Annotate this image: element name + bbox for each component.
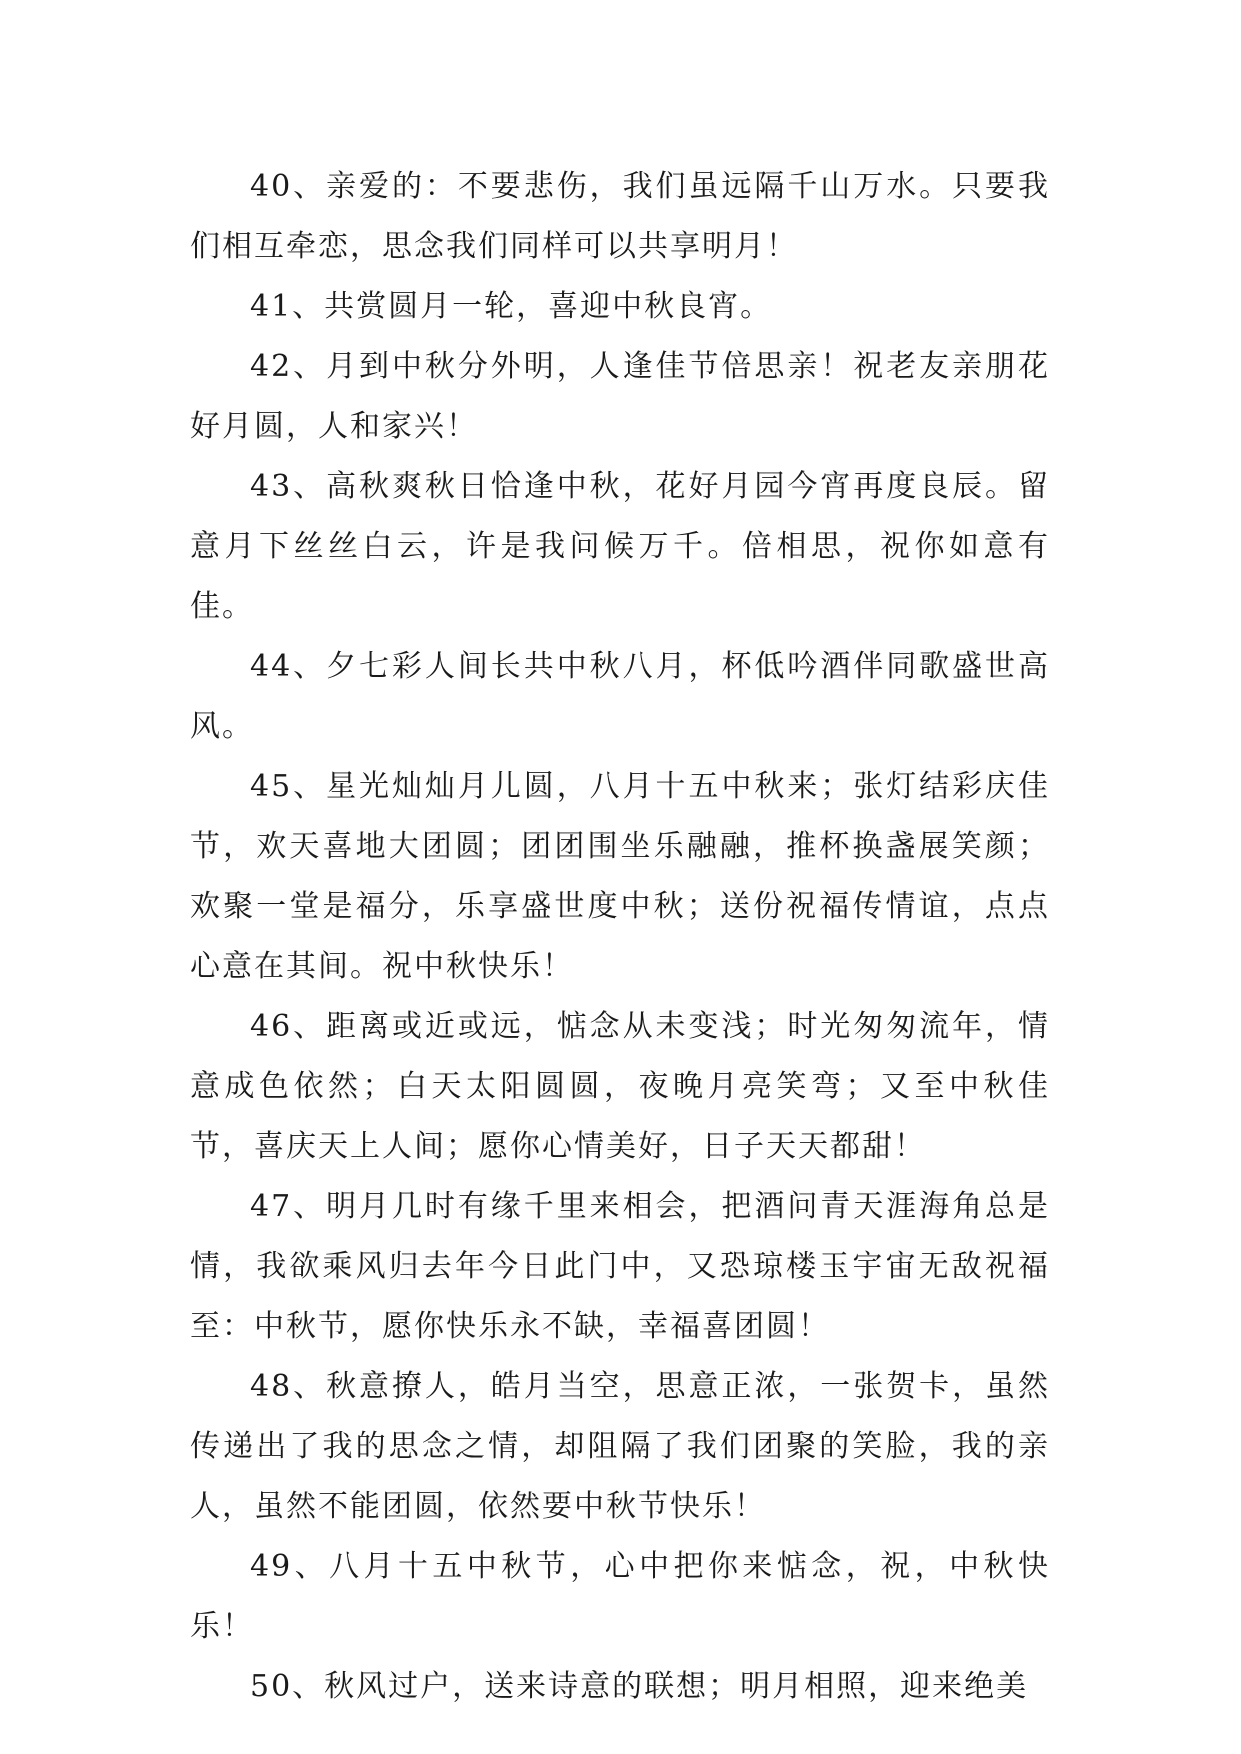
document-body	[190, 157, 1050, 1717]
paragraph-50: 50、秋风过户，送来诗意的联想；明月相照，迎来绝美	[250, 1669, 1029, 1704]
paragraph-49: 49、八月十五中秋节，心中把你来惦念，祝，中秋快乐！	[190, 1549, 1050, 1644]
paragraph-44: 44、夕七彩人间长共中秋八月，杯低吟酒伴同歌盛世高风。	[190, 649, 1050, 744]
paragraph-41: 41、共赏圆月一轮，喜迎中秋良宵。	[250, 289, 773, 324]
paragraph-46: 46、距离或近或远，惦念从未变浅；时光匆匆流年，情意成色依然；白天太阳圆圆，夜晚月亮笑弯；又至中秋佳节，喜庆天上人间；愿你心情美好，日子天天都甜！	[190, 1009, 1050, 1164]
paragraph-42: 42、月到中秋分外明，人逢佳节倍思亲！祝老友亲朋花好月圆，人和家兴！	[190, 349, 1050, 444]
paragraph-40: 40、亲爱的：不要悲伤，我们虽远隔千山万水。只要我们相互牵恋，思念我们同样可以共享明月！	[190, 169, 1050, 264]
paragraph-43: 43、高秋爽秋日恰逢中秋，花好月园今宵再度良辰。留意月下丝丝白云，许是我问候万千。倍相思，祝你如意有佳。	[190, 469, 1050, 624]
paragraph-45: 45、星光灿灿月儿圆，八月十五中秋来；张灯结彩庆佳节，欢天喜地大团圆；团团围坐乐融融，推杯换盏展笑颜；欢聚一堂是福分，乐享盛世度中秋；送份祝福传情谊，点点心意在其间。祝中秋快乐！	[190, 769, 1050, 984]
paragraph-47: 47、明月几时有缘千里来相会，把酒问青天涯海角总是情，我欲乘风归去年今日此门中，又恐琼楼玉宇宙无敌祝福至：中秋节，愿你快乐永不缺，幸福喜团圆！	[190, 1189, 1050, 1344]
paragraph-48: 48、秋意撩人，皓月当空，思意正浓，一张贺卡，虽然传递出了我的思念之情，却阻隔了我们团聚的笑脸，我的亲人，虽然不能团圆，依然要中秋节快乐！	[190, 1369, 1050, 1524]
